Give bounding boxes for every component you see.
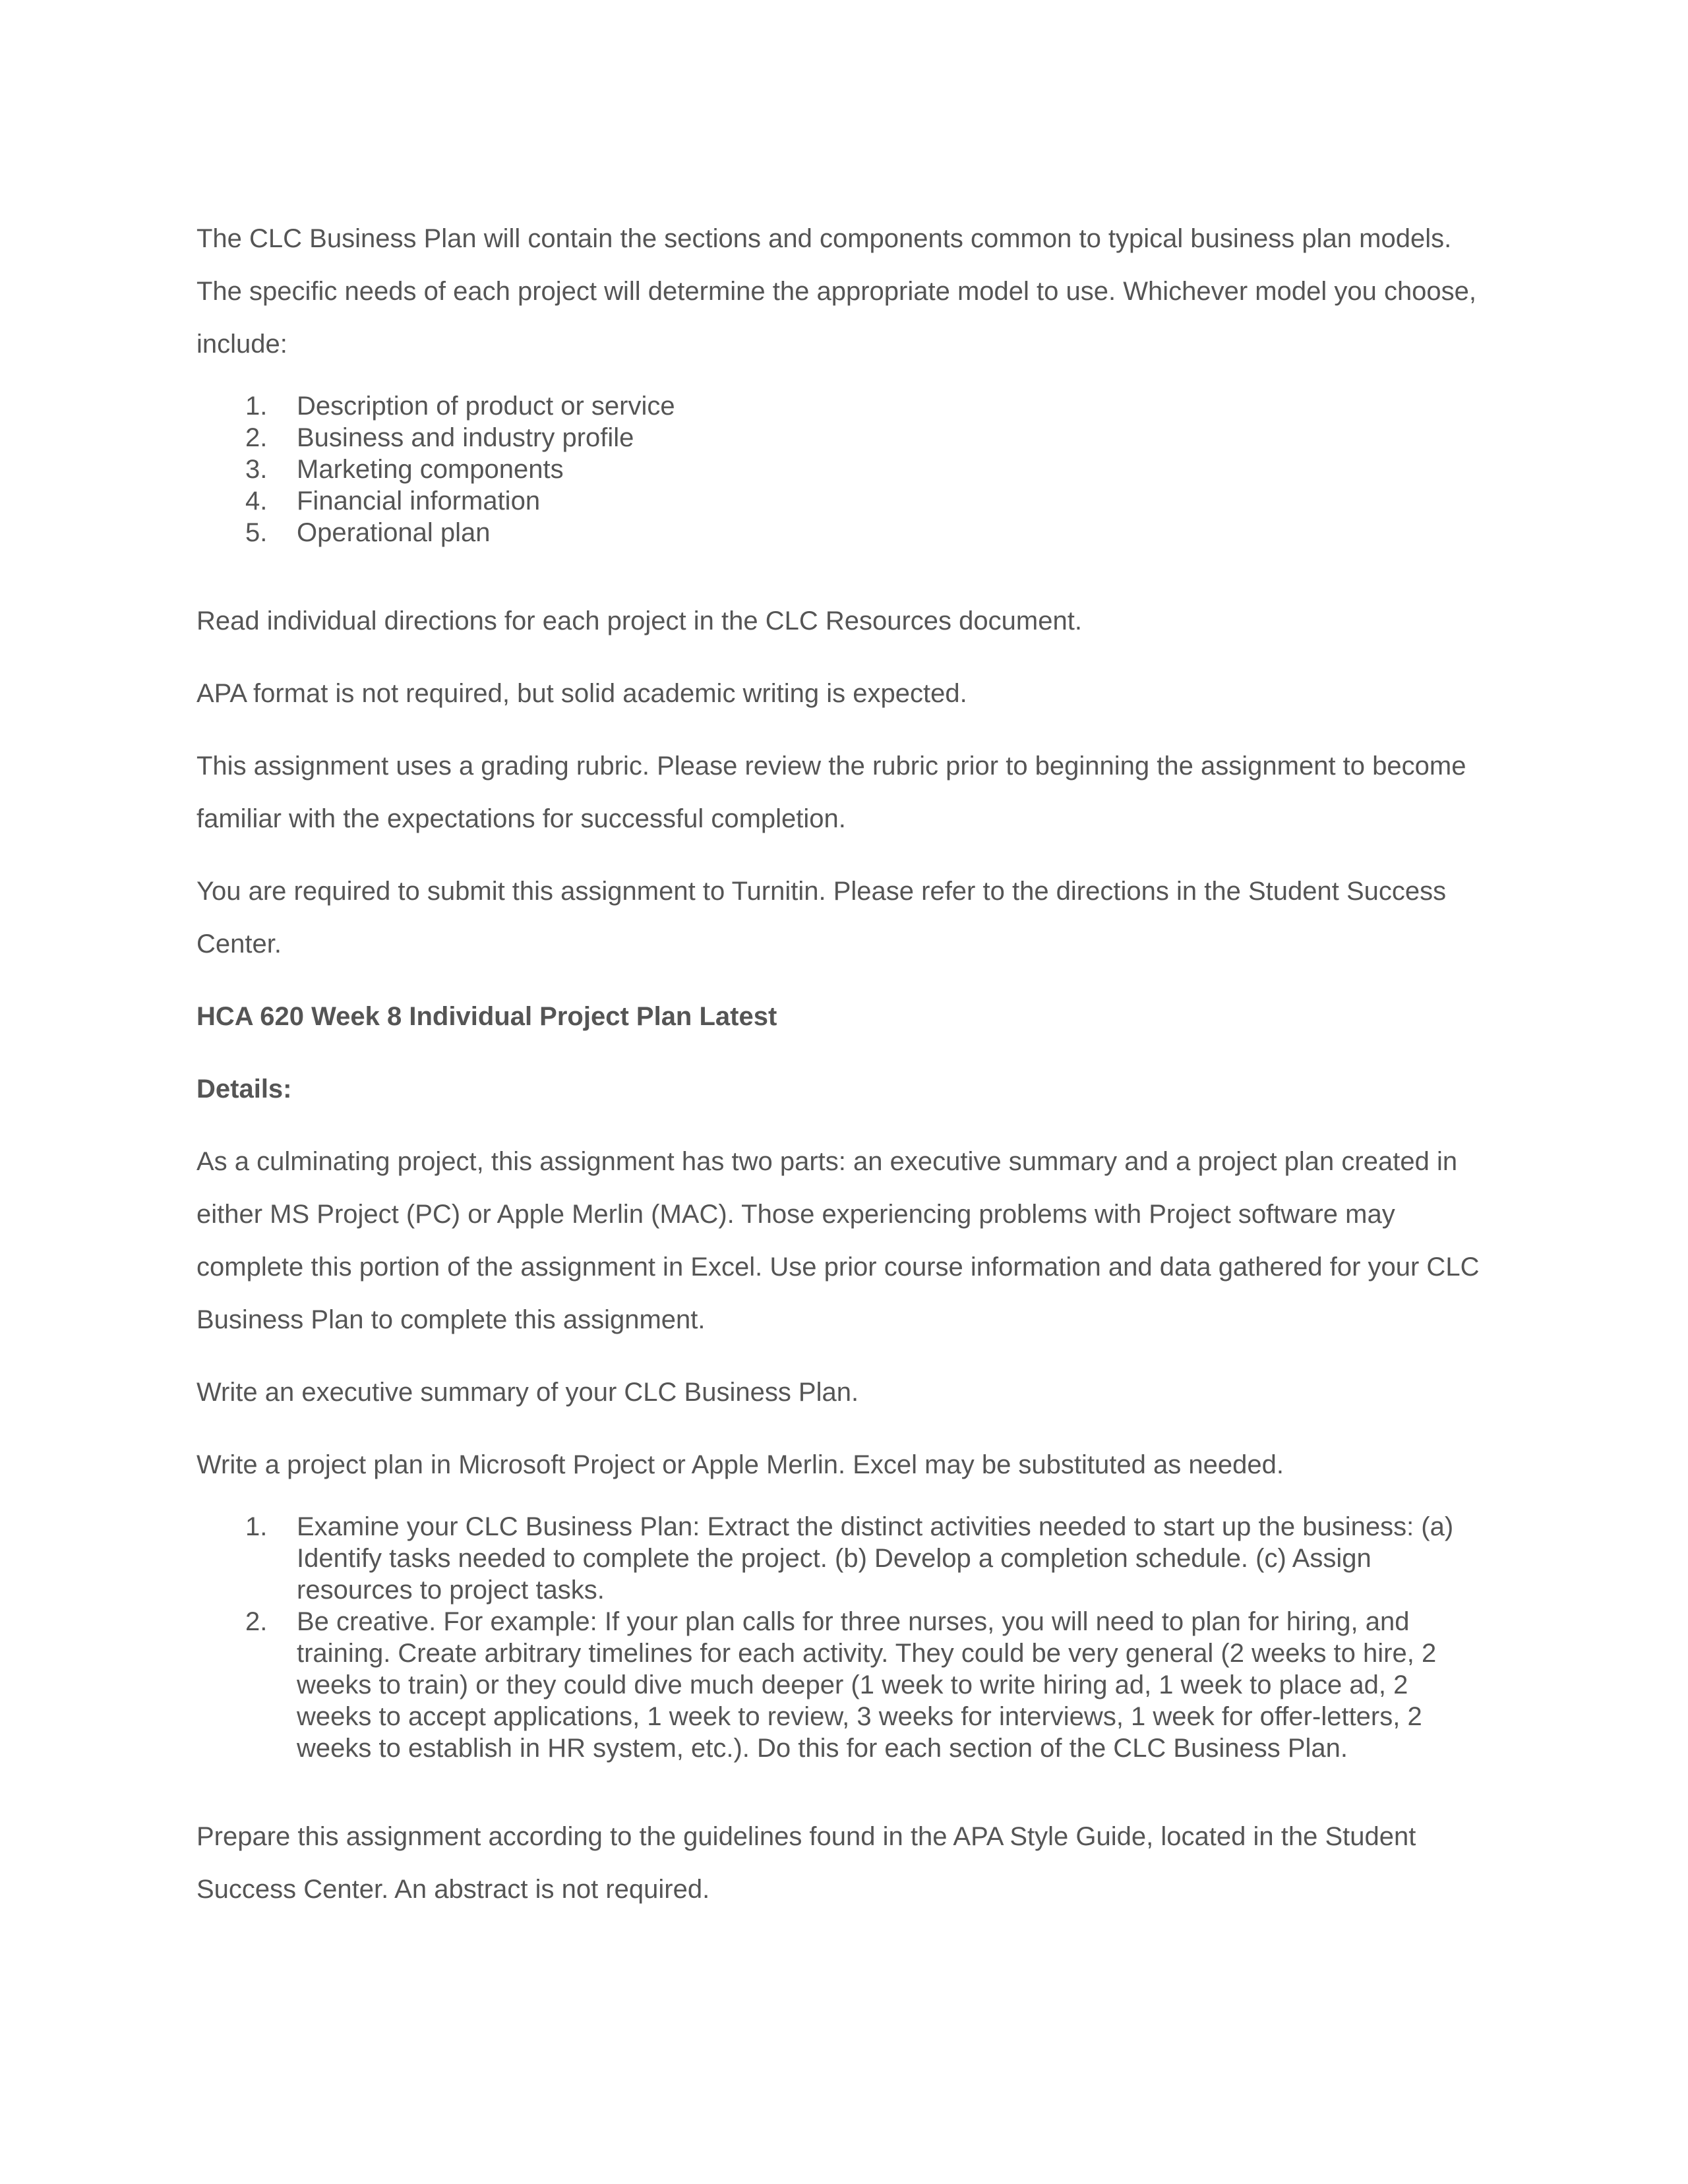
list-item <box>196 485 1489 517</box>
list-item <box>196 1606 1489 1764</box>
list-item <box>196 1511 1489 1606</box>
turnitin-note-paragraph: You are required to submit this assignment to Turnitin. Please refer to the directions in the Student Success Center. <box>196 877 1447 959</box>
document-page <box>196 212 1489 1935</box>
list-item-text: Operational plan <box>297 518 491 547</box>
exec-summary-paragraph: Write an executive summary of your CLC Business Plan. <box>196 1378 859 1407</box>
list-number: 1. <box>245 392 268 421</box>
list-number: 2. <box>245 423 268 452</box>
project-plan-paragraph: Write a project plan in Microsoft Project or Apple Merlin. Excel may be substituted as needed. <box>196 1450 1284 1479</box>
list-item-text: Financial information <box>297 487 541 516</box>
list-number: 4. <box>245 487 268 516</box>
list-number: 2. <box>245 1607 268 1636</box>
closing-paragraph: Prepare this assignment according to the guidelines found in the APA Style Guide, located in the Student Success Center. An abstract is not required. <box>196 1822 1416 1904</box>
steps-list <box>196 1511 1489 1764</box>
list-number: 5. <box>245 518 268 547</box>
directions-paragraph: Read individual directions for each project in the CLC Resources document. <box>196 606 1082 635</box>
section-heading: HCA 620 Week 8 Individual Project Plan Latest <box>196 1002 777 1031</box>
list-item-text: Business and industry profile <box>297 423 634 452</box>
rubric-note-paragraph: This assignment uses a grading rubric. Please review the rubric prior to beginning the assignment to become familiar with the expectations for successful completion. <box>196 752 1466 833</box>
intro-paragraph: The CLC Business Plan will contain the sections and components common to typical business plan models. The specific needs of each project will determine the appropriate model to use. Whichever model you choose, include: <box>196 224 1477 359</box>
list-number: 1. <box>245 1512 268 1541</box>
list-item-text: Description of product or service <box>297 392 675 421</box>
list-item <box>196 422 1489 454</box>
details-intro-paragraph: As a culminating project, this assignment has two parts: an executive summary and a project plan created in either MS Project (PC) or Apple Merlin (MAC). Those experiencing problems with Project software may complete this portion of the assignment in Excel. Use prior course information and data gathered for your CLC Business Plan to complete this assignment. <box>196 1147 1480 1334</box>
list-number: 3. <box>245 455 268 484</box>
list-item-text: Be creative. For example: If your plan calls for three nurses, you will need to plan for hiring, and training. Create arbitrary timelines for each activity. They could be very general (2 weeks to hire, 2 weeks to train) or they could dive much deeper (1 week to write hiring ad, 1 week to place ad, 2 weeks to accept applications, 1 week to review, 3 weeks for interviews, 1 week for offer-letters, 2 weeks to establish in HR system, etc.). Do this for each section of the CLC Business Plan. <box>297 1607 1437 1763</box>
list-item-text: Marketing components <box>297 455 564 484</box>
details-label: Details: <box>196 1075 292 1104</box>
components-list <box>196 390 1489 548</box>
list-item <box>196 454 1489 485</box>
list-item <box>196 517 1489 548</box>
list-item <box>196 390 1489 422</box>
apa-note-paragraph: APA format is not required, but solid academic writing is expected. <box>196 679 967 708</box>
list-item-text: Examine your CLC Business Plan: Extract the distinct activities needed to start up the business: (a) Identify tasks needed to complete the project. (b) Develop a completion schedule. (c) Assign resources to project tasks. <box>297 1512 1454 1605</box>
